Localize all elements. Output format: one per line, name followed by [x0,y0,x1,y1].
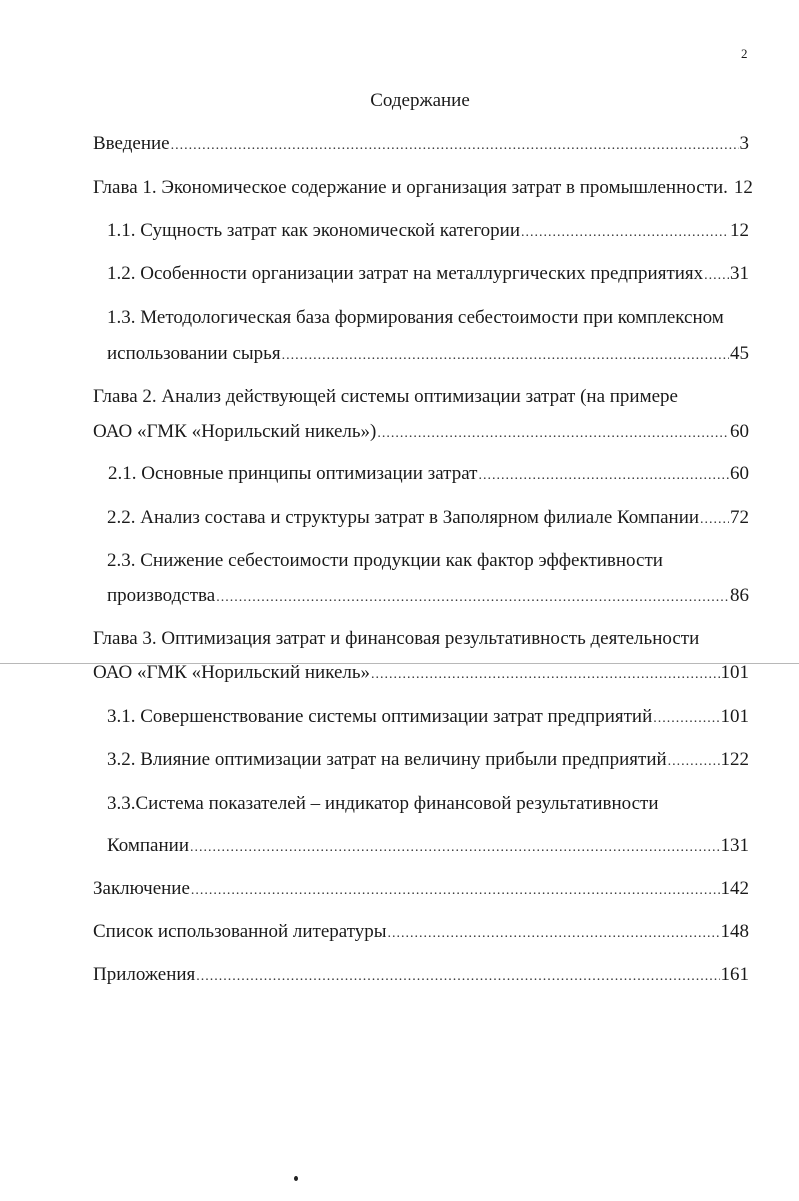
toc-page-number: 86 [730,585,749,606]
toc-entry-text: 2.2. Анализ состава и структуры затрат в Заполярном филиале Компании [107,507,700,528]
dot-leader [668,750,720,774]
dot-leader [282,344,729,368]
toc-page-number: 3 [739,133,749,154]
toc-entry-section-1-3 [107,342,749,368]
toc-page-number: 72 [730,507,749,528]
page-number: 2 [741,46,748,61]
dot-leader [377,422,729,446]
toc-page-number: 148 [720,921,749,942]
toc-entry-section-3-2 [107,748,749,774]
toc-entry-text: 1.1. Сущность затрат как экономической категории [107,220,520,241]
toc-entry-text: Глава 1. Экономическое содержание и организация затрат в промышленности. [93,177,728,198]
toc-entry-text: 1.2. Особенности организации затрат на металлургических предприятиях [107,263,704,284]
toc-entry-conclusion [93,877,749,903]
toc-entry-chapter-3-line1: Глава 3. Оптимизация затрат и финансовая результативность деятельности [93,628,700,649]
toc-page-number: 101 [720,662,749,683]
toc-entry-chapter-1 [93,176,753,200]
toc-entry-text: Компании [107,835,189,856]
dot-leader [196,965,719,989]
toc-entry-section-3-3-line1: 3.3.Система показателей – индикатор финансовой результативности [107,793,659,814]
dot-leader [653,707,719,731]
toc-page-number: 161 [720,964,749,985]
toc-entry-chapter-2 [93,420,749,446]
toc-entry-section-2-1 [108,462,749,488]
toc-entry-section-1-1 [107,219,749,245]
toc-page-number: 122 [720,749,749,770]
dot-leader [521,221,729,245]
toc-entry-section-1-3-line1: 1.3. Методологическая база формирования себестоимости при комплексном [107,307,724,328]
toc-page-number: 101 [720,706,749,727]
dot-leader [388,922,720,946]
dot-leader [371,663,719,687]
toc-entry-text: использовании сырья [107,343,281,364]
toc-entry-text: Введение [93,133,170,154]
page-title: Содержание [370,90,470,111]
toc-entry-section-2-2 [107,506,749,532]
toc-page-number: 142 [720,878,749,899]
toc-page-number: 60 [730,421,749,442]
toc-entry-chapter-3 [93,661,749,687]
toc-entry-chapter-2-line1: Глава 2. Анализ действующей системы оптимизации затрат (на примере [93,386,678,407]
dot-leader [190,836,720,860]
toc-page-number: 31 [730,263,749,284]
dot-leader [478,464,729,488]
toc-page-number: 12 [733,177,753,198]
dot-leader [216,586,729,610]
toc-entry-section-2-3-line1: 2.3. Снижение себестоимости продукции как фактор эффективности [107,550,663,571]
scan-speck [294,1176,298,1181]
toc-entry-text: 3.2. Влияние оптимизации затрат на величину прибыли предприятий [107,749,667,770]
toc-entry-text: 3.1. Совершенствование системы оптимизации затрат предприятий [107,706,653,727]
toc-entry-section-1-2 [107,262,749,288]
toc-entry-section-3-3 [107,834,749,860]
toc-entry-intro [93,132,749,158]
toc-entry-text: Список использованной литературы [93,921,387,942]
toc-entry-section-2-3 [107,584,749,610]
toc-entry-appendices [93,963,749,989]
toc-page-number: 131 [720,835,749,856]
dot-leader [171,134,739,158]
toc-entry-text: ОАО «ГМК «Норильский никель» [93,662,371,683]
dot-leader [191,879,720,903]
toc-entry-text: Заключение [93,878,190,899]
toc-page-number: 60 [730,463,749,484]
dot-leader [704,264,729,288]
toc-entry-text: ОАО «ГМК «Норильский никель») [93,421,377,442]
toc-entry-text: 2.1. Основные принципы оптимизации затрат [108,463,478,484]
toc-entry-text: производства [107,585,216,606]
toc-page-number: 45 [730,343,749,364]
toc-entry-text: Приложения [93,964,196,985]
dot-leader [700,508,729,532]
toc-entry-references [93,920,749,946]
toc-page-number: 12 [730,220,749,241]
toc-entry-section-3-1 [107,705,749,731]
